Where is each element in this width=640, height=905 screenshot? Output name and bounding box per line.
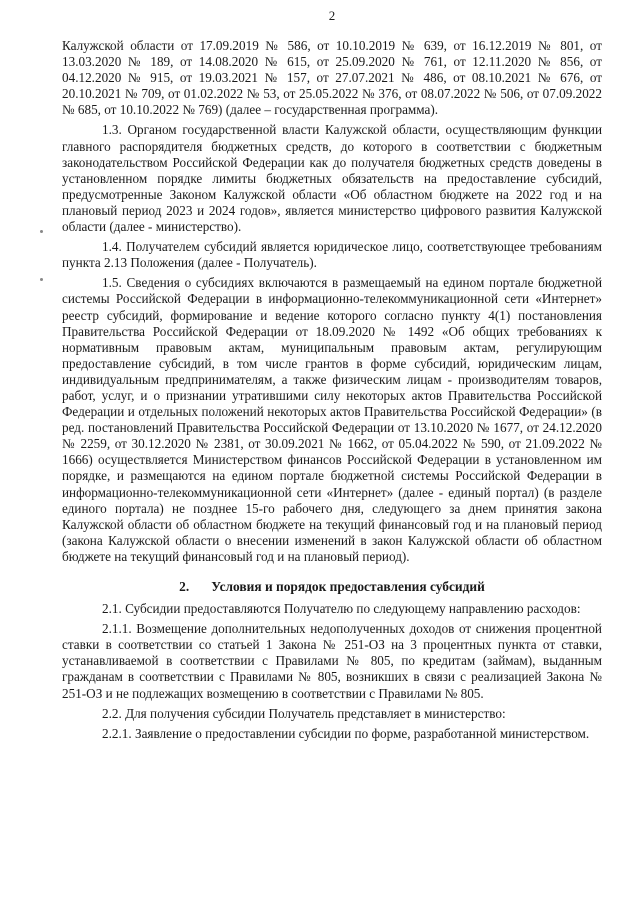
page-number: 2 <box>328 8 336 23</box>
paragraph-1-3: 1.3. Органом государственной власти Калужской области, осуществляющим функции главного распорядителя бюджетных средств, до которого в соответствии с бюджетным законодательством Российской Федерации как до получателя бюджетных средств доведены в установленном порядке лимиты бюджетных обязательств на предоставление субсидий, предусмотренные Законом Калужской области «Об областном бюджете на 2022 год и на плановый период 2023 и 2024 годов», является министерство цифрового развития Калужской области (далее - министерство). <box>62 122 602 235</box>
paragraph-2-1: 2.1. Субсидии предоставляются Получателю по следующему направлению расходов: <box>102 601 581 617</box>
section-title: Условия и порядок предоставления субсидий <box>211 579 485 594</box>
section-heading <box>62 579 602 595</box>
margin-mark <box>40 230 43 233</box>
margin-mark <box>40 278 43 281</box>
section-number: 2. <box>179 579 190 594</box>
paragraph-2-1-1: 2.1.1. Возмещение дополнительных недополученных доходов от снижения процентной ставки в соответствии со статьей 1 Закона № 251-ОЗ на 3 процентных пункта от ставки, устанавливаемой в соответствии с Правилами № 805, по кредитам (займам), выданным гражданам в соответствии с Правилами № 805, возникших в связи с реализацией Закона № 251-ОЗ и не подлежащих возмещению в соответствии с Правилами № 805. <box>62 621 602 701</box>
paragraph-2-2-1: 2.2.1. Заявление о предоставлении субсидии по форме, разработанной министерством. <box>102 725 590 741</box>
paragraph-1-4: 1.4. Получателем субсидий является юридическое лицо, соответствующее требованиям пункта 2.13 Положения (далее - Получатель). <box>62 239 602 271</box>
paragraph-continuation: Калужской области от 17.09.2019 № 586, от 10.10.2019 № 639, от 16.12.2019 № 801, от 13.03.2020 № 189, от 14.08.2020 № 615, от 25.09.2020 № 761, от 12.11.2020 № 856, от 04.12.2020 № 915, от 19.03.2021 № 157, от 27.07.2021 № 486, от 08.10.2021 № 676, от 20.10.2021 № 709, от 01.02.2022 № 53, от 25.05.2022 № 376, от 08.07.2022 № 506, от 07.09.2022 № 685, от 10.10.2022 № 769) (далее – государственная программа). <box>62 38 602 118</box>
paragraph-1-5: 1.5. Сведения о субсидиях включаются в размещаемый на едином портале бюджетной системы Российской Федерации в информационно-телекоммуникационной сети «Интернет» реестр субсидий, формирование и ведение которого согласно пункту 4(1) постановления Правительства Российской Федерации от 18.09.2020 № 1492 «Об общих требованиях к нормативным правовым актам, муниципальным правовым актам, регулирующим предоставление субсидий, в том числе грантов в форме субсидий, юридическим лицам, индивидуальным предпринимателям, а также физическим лицам - производителям товаров, работ, услуг, и о признании утратившими силу некоторых актов Правительства Российской Федерации и отдельных положений некоторых актов Правительства Российской Федерации» (в ред. постановлений Правительства Российской Федерации от 13.10.2020 № 1677, от 24.12.2020 № 2259, от 30.12.2020 № 2381, от 30.09.2021 № 1662, от 05.04.2022 № 590, от 21.09.2022 № 1666) осуществляется Министерством финансов Российской Федерации в установленном им порядке, и размещаются на едином портале бюджетной системы Российской Федерации в информационно-телекоммуникационной сети «Интернет» (далее - единый портал) (в разделе единого портала) не позднее 15-го рабочего дня, следующего за днем принятия закона Калужской области об областном бюджете на текущий финансовый год и на плановый период (закона Калужской области о внесении изменений в закон Калужской области об областном бюджете на текущий финансовый год и на плановый период). <box>62 275 602 564</box>
paragraph-2-2: 2.2. Для получения субсидии Получатель представляет в министерство: <box>102 705 506 721</box>
document-body <box>62 38 602 746</box>
